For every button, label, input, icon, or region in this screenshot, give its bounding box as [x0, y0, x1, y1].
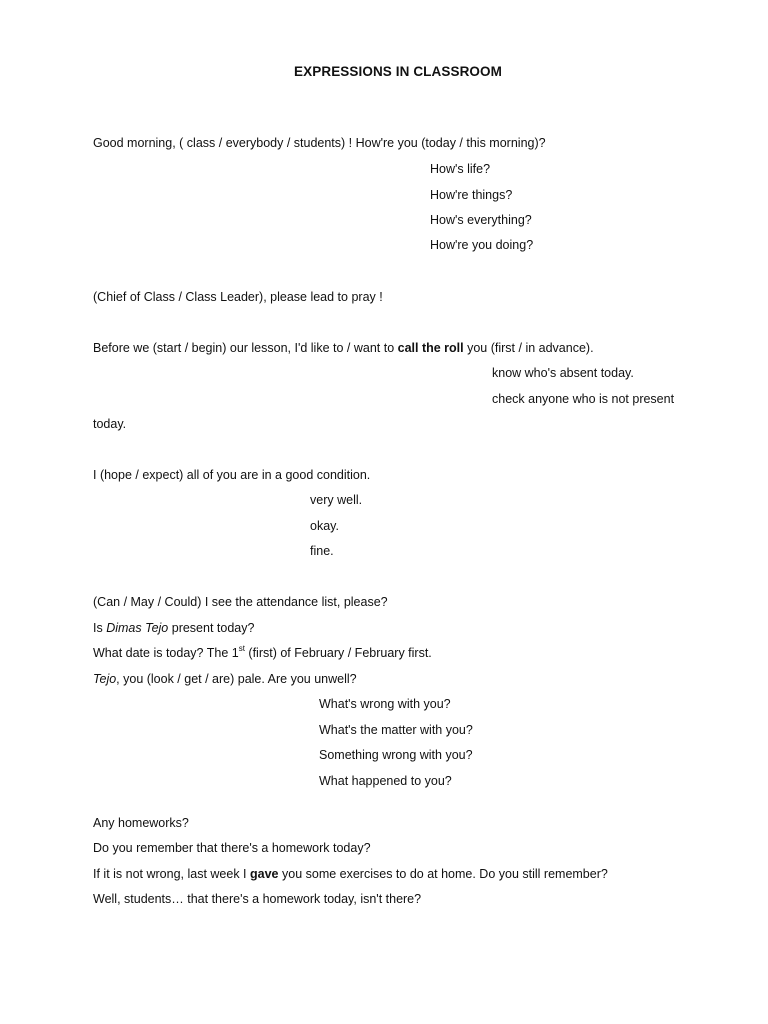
pale-alt-1: What's wrong with you?	[319, 697, 451, 711]
pale-after: , you (look / get / are) pale. Are you unwell?	[116, 672, 357, 686]
date-before: What date is today? The 1	[93, 646, 239, 660]
page-title: EXPRESSIONS IN CLASSROOM	[294, 64, 502, 79]
roll-after: you (first / in advance).	[463, 341, 594, 355]
pale-alt-2: What's the matter with you?	[319, 723, 473, 737]
roll-bold: call the roll	[397, 341, 464, 355]
roll-alt-1: know who's absent today.	[492, 366, 634, 380]
roll-wrap: today.	[93, 417, 127, 431]
present-line	[93, 620, 254, 636]
date-after: (first) of February / February first.	[244, 646, 432, 660]
pale-line	[93, 671, 357, 687]
condition-alt-3: fine.	[310, 544, 334, 558]
pale-alt-3: Something wrong with you?	[319, 748, 473, 762]
homework-q1: Any homeworks?	[93, 816, 189, 830]
homework-q2: Do you remember that there's a homework today?	[93, 841, 371, 855]
greeting-alt-1: How's life?	[430, 162, 491, 176]
greeting-alt-4: How're you doing?	[430, 238, 534, 252]
roll-before: Before we (start / begin) our lesson, I'd like to / want to	[93, 341, 398, 355]
greeting-alt-3: How's everything?	[430, 213, 532, 227]
pale-name: Tejo	[93, 672, 117, 686]
homework-q3	[93, 866, 608, 882]
condition-alt-1: very well.	[310, 493, 363, 507]
homework-q3-bold: gave	[250, 867, 279, 881]
homework-q4: Well, students… that there's a homework today, isn't there?	[93, 892, 422, 906]
date-sup: st	[238, 643, 245, 653]
greeting-alt-2: How're things?	[430, 188, 513, 202]
condition-line: I (hope / expect) all of you are in a good condition.	[93, 468, 371, 482]
pale-alt-4: What happened to you?	[319, 774, 452, 788]
present-after: present today?	[168, 621, 255, 635]
pray-line: (Chief of Class / Class Leader), please lead to pray !	[93, 290, 383, 304]
condition-alt-2: okay.	[310, 519, 339, 533]
homework-q3-after: you some exercises to do at home. Do you still remember?	[278, 867, 608, 881]
homework-q3-before: If it is not wrong, last week I	[93, 867, 251, 881]
present-name: Dimas Tejo	[106, 621, 169, 635]
present-before: Is	[93, 621, 107, 635]
roll-alt-2: check anyone who is not present	[492, 392, 675, 406]
date-line	[93, 645, 432, 661]
greeting-line: Good morning, ( class / everybody / students) ! How're you (today / this morning)?	[93, 136, 546, 150]
attendance-line: (Can / May / Could) I see the attendance list, please?	[93, 595, 388, 609]
roll-line	[93, 340, 594, 356]
